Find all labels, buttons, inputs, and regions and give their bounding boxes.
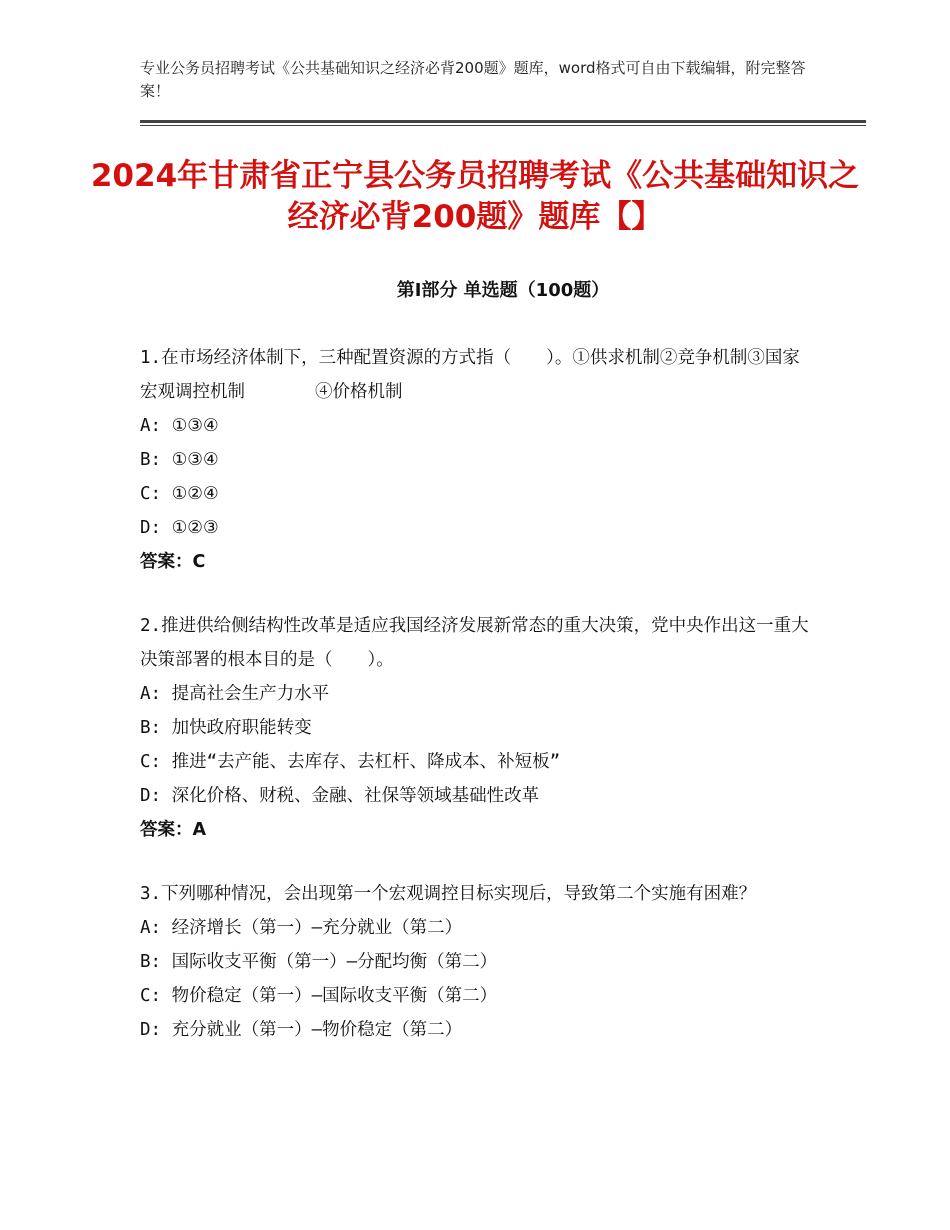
header-note: 专业公务员招聘考试《公共基础知识之经济必背200题》题库，word格式可自由下载编辑，附完整答案！ bbox=[140, 59, 806, 100]
option-a: A: 提高社会生产力水平 bbox=[140, 684, 330, 704]
option-c: C: 物价稳定（第一）—国际收支平衡（第二） bbox=[140, 986, 498, 1006]
option-d: D: ①②③ bbox=[140, 518, 219, 538]
question-stem: 2.推进供给侧结构性改革是适应我国经济发展新常态的重大决策，党中央作出这一重大决策部署的根本目的是（ ）。 bbox=[140, 616, 809, 670]
option-d: D: 充分就业（第一）—物价稳定（第二） bbox=[140, 1020, 463, 1040]
option-d: D: 深化价格、财税、金融、社保等领域基础性改革 bbox=[140, 786, 540, 806]
option-c: C: ①②④ bbox=[140, 484, 219, 504]
header-divider-thin bbox=[140, 125, 866, 126]
option-b: B: ①③④ bbox=[140, 450, 219, 470]
document-title: 2024年甘肃省正宁县公务员招聘考试《公共基础知识之经济必背200题》题库【】 bbox=[90, 158, 860, 235]
answer: 答案：C bbox=[140, 552, 206, 572]
question-1 bbox=[140, 341, 810, 579]
option-b: B: 国际收支平衡（第一）—分配均衡（第二） bbox=[140, 952, 498, 972]
option-c: C: 推进“去产能、去库存、去杠杆、降成本、补短板” bbox=[140, 752, 561, 772]
question-stem: 3.下列哪种情况，会出现第一个宏观调控目标实现后，导致第二个实施有困难？ bbox=[140, 884, 757, 904]
header-divider-thick bbox=[140, 120, 866, 123]
question-list bbox=[140, 341, 810, 1077]
answer: 答案：A bbox=[140, 820, 207, 840]
option-a: A: 经济增长（第一）—充分就业（第二） bbox=[140, 918, 463, 938]
question-stem: 1.在市场经济体制下，三种配置资源的方式指（ ）。①供求机制②竞争机制③国家宏观调控机制 ④价格机制 bbox=[140, 348, 800, 402]
option-b: B: 加快政府职能转变 bbox=[140, 718, 312, 738]
question-3 bbox=[140, 877, 810, 1047]
question-2 bbox=[140, 609, 810, 847]
option-a: A: ①③④ bbox=[140, 416, 219, 436]
section-heading: 第Ⅰ部分 单选题（100题） bbox=[396, 280, 610, 301]
